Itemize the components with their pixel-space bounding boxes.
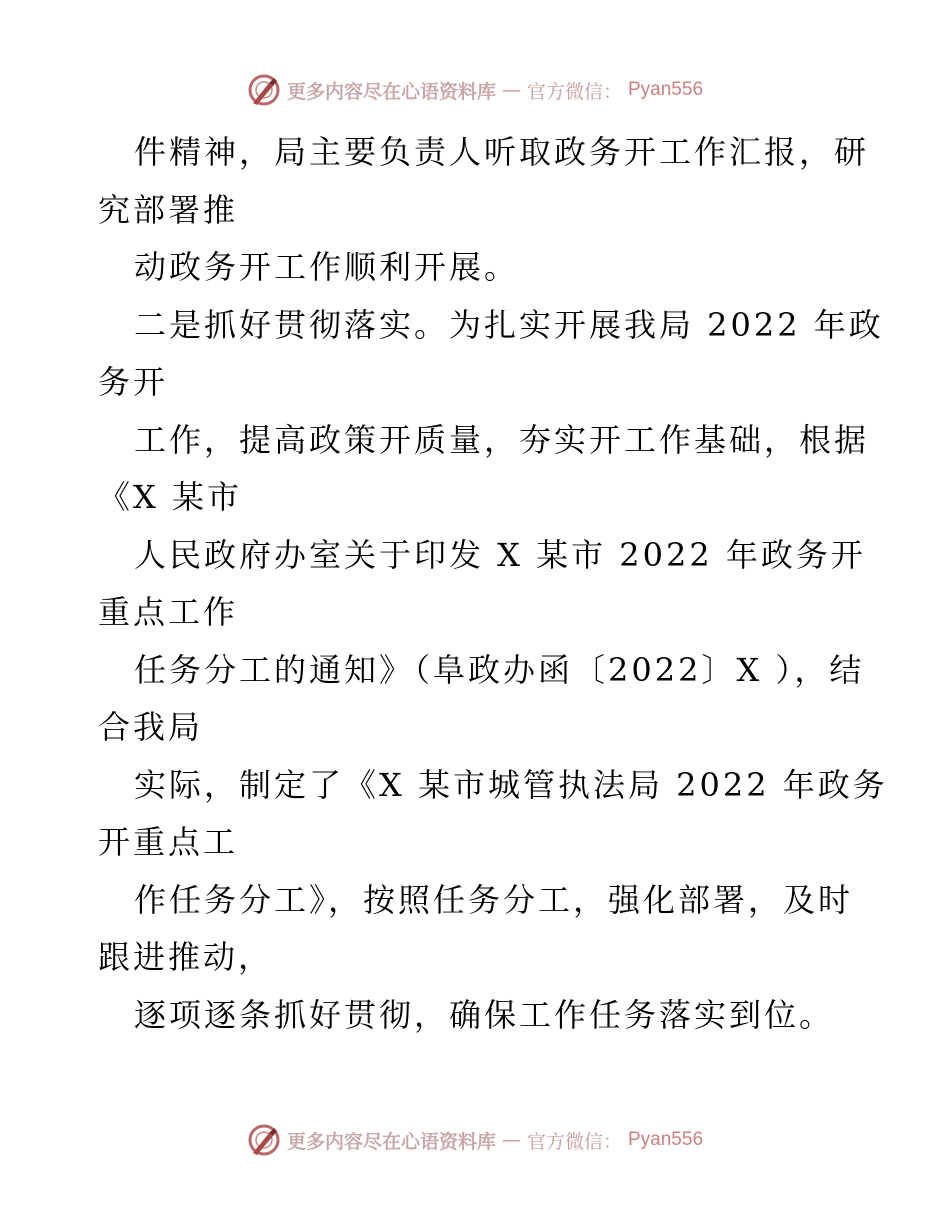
text-line [98, 124, 870, 239]
line-text: 人民政府办室关于印发 X 某市 2022 年政务开 [134, 535, 866, 574]
watermark-wechat-id: Pyan556 [628, 1129, 704, 1150]
watermark-dash: — [501, 1129, 521, 1151]
watermark-main-text: 更多内容尽在心语资料库 [286, 80, 496, 103]
text-line [98, 872, 858, 987]
watermark-dash: — [501, 79, 521, 101]
footer-watermark [0, 1122, 950, 1158]
pen-logo-icon [247, 73, 281, 107]
text-line [98, 642, 865, 757]
line-text: 作任务分工》，按照任务分工，强化部署，及时 [134, 880, 854, 919]
line-wrap-text: 《X 某市 [98, 478, 242, 516]
line-text: 任务分工的通知》（阜政办函〔2022〕X ），结 [134, 650, 865, 689]
line-text: 逐项逐条抓好贯彻，确保工作任务落实到位。 [134, 995, 835, 1034]
document-body [98, 124, 888, 1044]
line-text: 二是抓好贯彻落实。为扎实开展我局 2022 年政 [134, 305, 884, 344]
watermark-main-text: 更多内容尽在心语资料库 [286, 1130, 496, 1153]
text-line [98, 297, 884, 412]
line-text: 实际，制定了《X 某市城管执法局 2022 年政务 [134, 765, 888, 804]
line-wrap-text: 开重点工 [98, 823, 239, 861]
line-text: 件精神，局主要负责人听取政务开工作汇报，研 [134, 133, 870, 171]
text-line [98, 987, 858, 1045]
text-line [98, 239, 858, 297]
pen-logo-icon [247, 1123, 281, 1157]
line-wrap-text: 合我局 [98, 708, 204, 746]
line-text: 动政务开工作顺利开展。 [134, 248, 520, 286]
header-watermark [0, 72, 950, 108]
watermark-wechat-id: Pyan556 [628, 79, 704, 100]
text-line [98, 527, 866, 642]
line-wrap-text: 究部署推 [98, 190, 239, 229]
line-text: 工作，提高政策开质量，夯实开工作基础，根据 [134, 420, 870, 459]
text-line [98, 412, 870, 527]
watermark-sub-text: 官方微信： [526, 80, 622, 103]
line-wrap-text: 跟进推动， [98, 938, 274, 976]
line-wrap-text: 重点工作 [98, 593, 239, 631]
watermark-sub-text: 官方微信： [526, 1130, 622, 1153]
text-line [98, 757, 888, 872]
line-wrap-text: 务开 [98, 363, 169, 401]
